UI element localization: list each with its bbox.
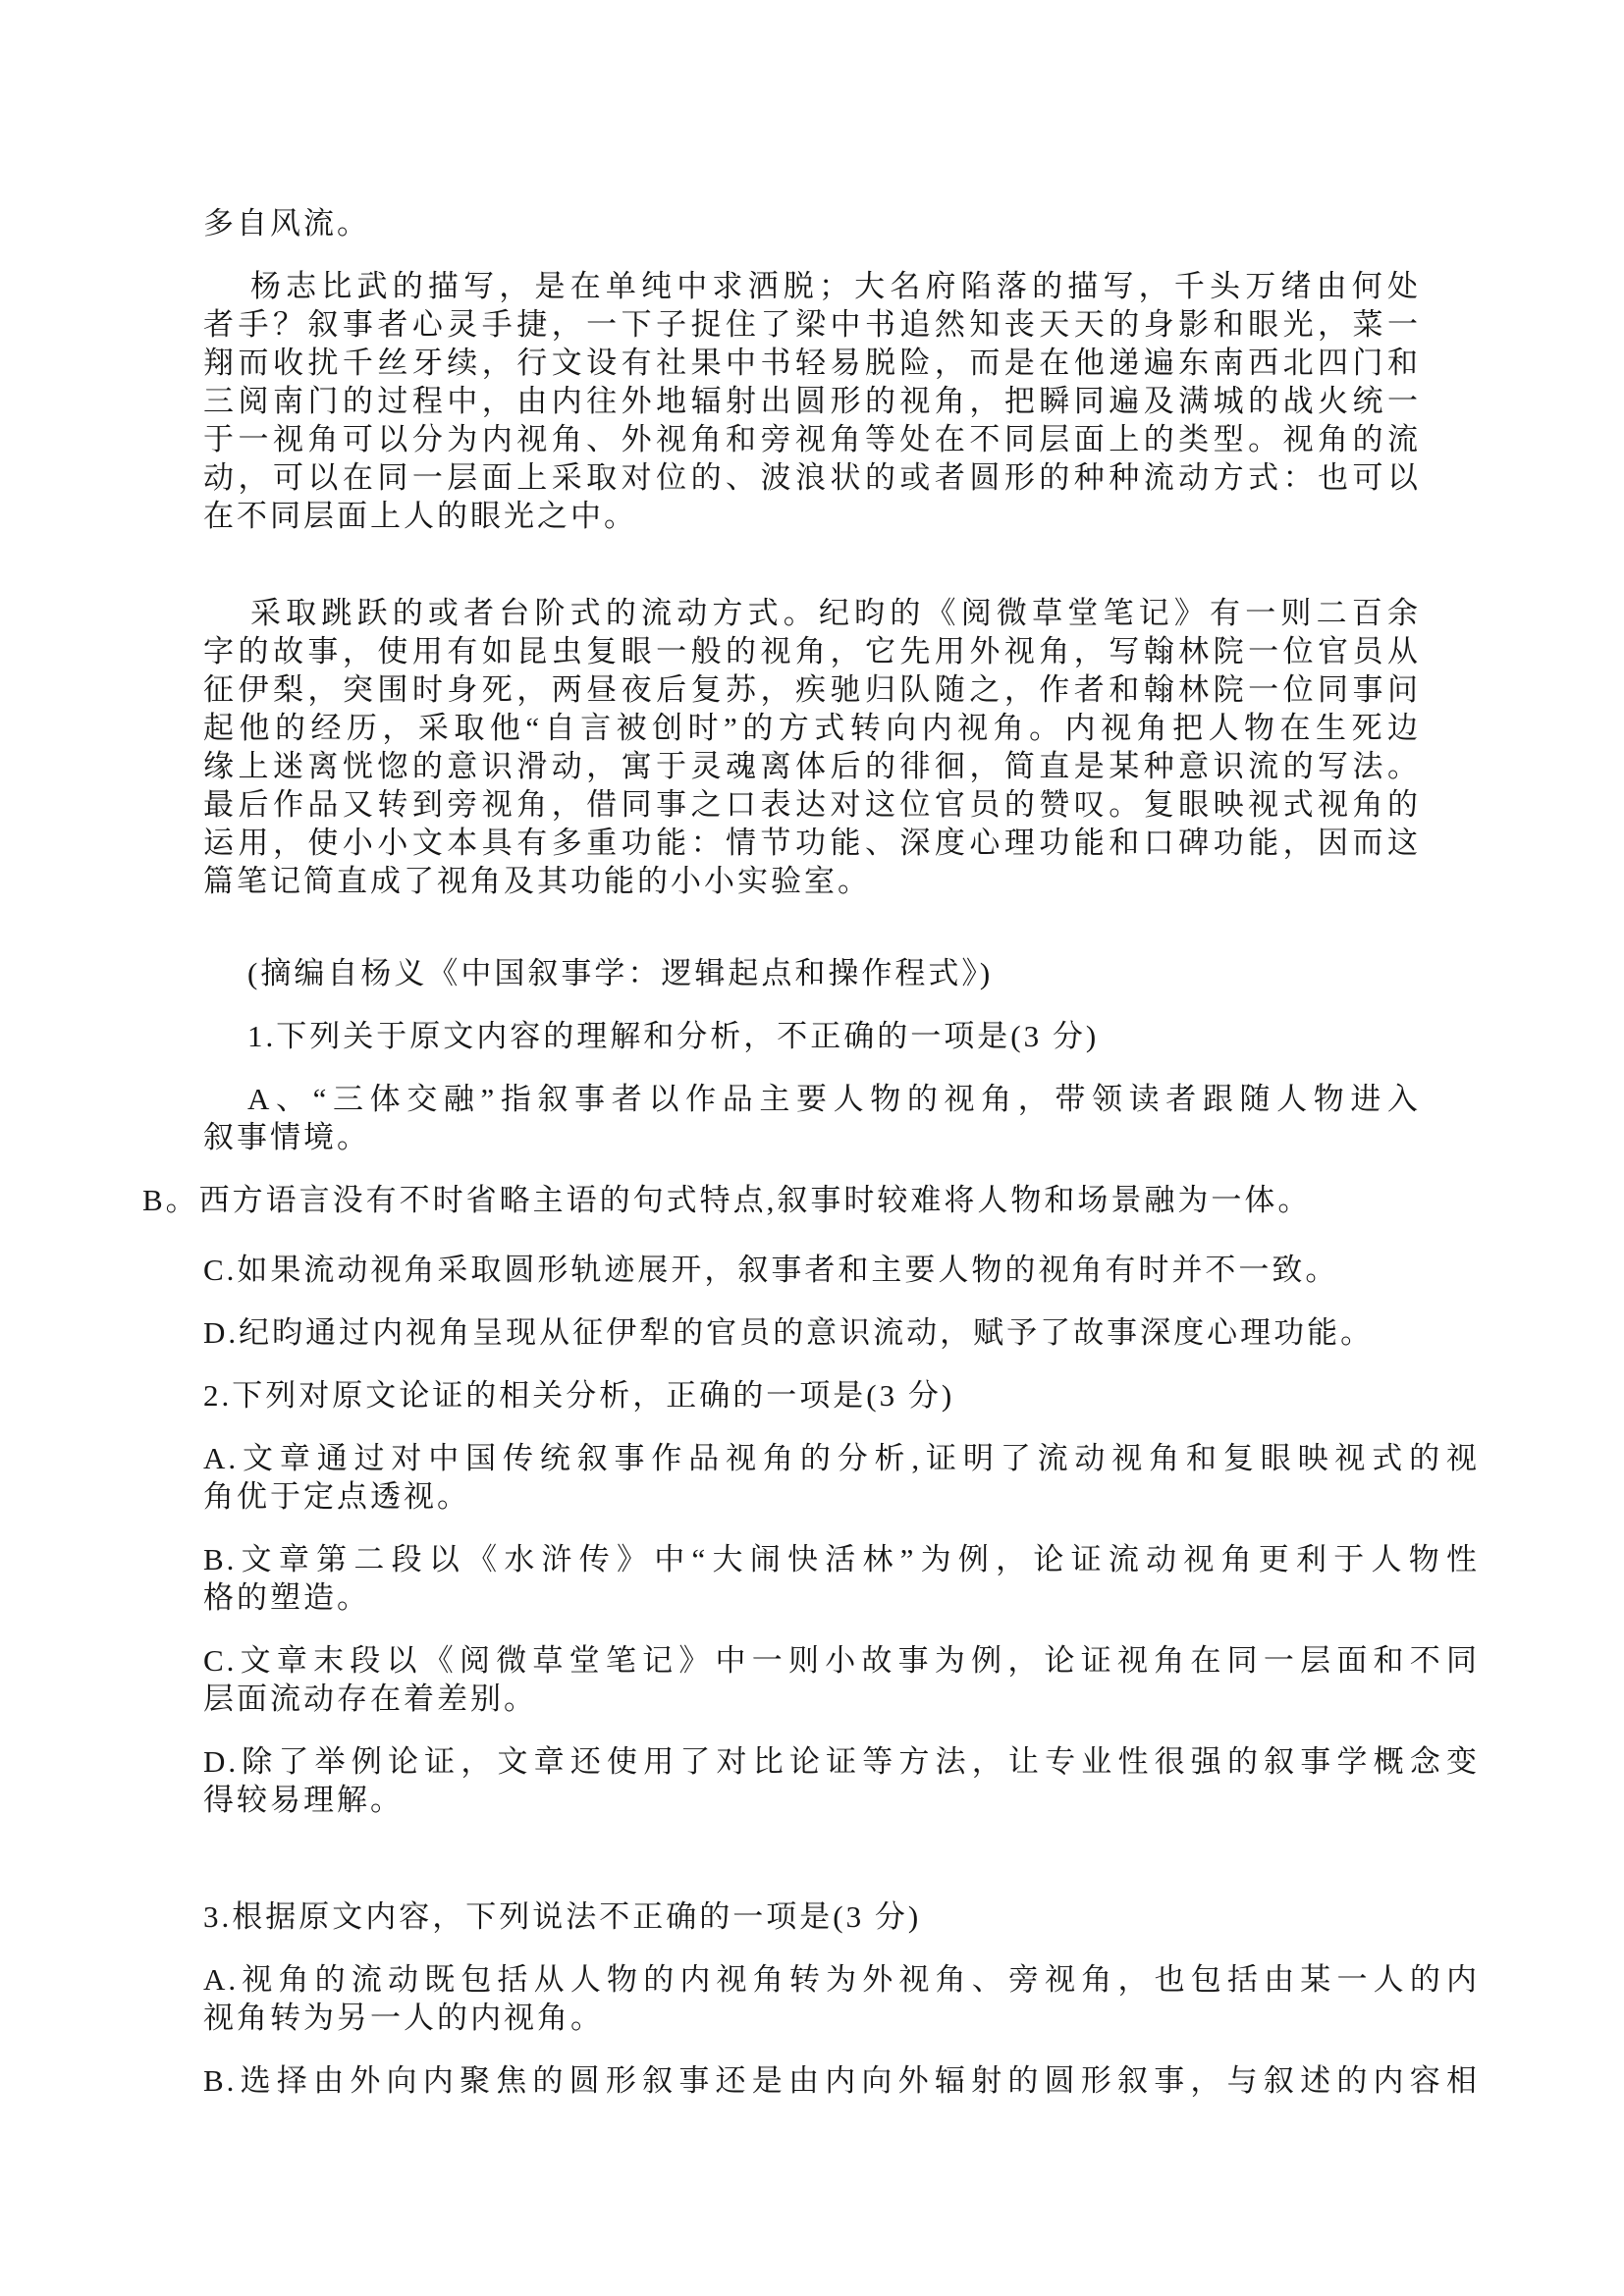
question-2-stem [203, 1376, 1480, 1415]
question-2-option-d-line: D.除了举例论证，文章还使用了对比论证等方法，让专业性很强的叙事学概念变 [203, 1744, 1480, 1779]
question-3-stem-line: 3.根据原文内容，下列说法不正确的一项是(3 分) [203, 1899, 922, 1934]
paragraph-2-line: 最后作品又转到旁视角，借同事之口表达对这位官员的赞叹。复眼映视式视角的 [203, 787, 1421, 822]
paragraph-2-line: 征伊梨，突围时身死，两昼夜后复苏，疾驰归队随之，作者和翰林院一位同事问 [203, 672, 1421, 707]
paragraph-2-line: 缘上迷离恍惚的意识滑动，寓于灵魂离体后的徘徊，简直是某种意识流的写法。 [203, 749, 1421, 783]
question-1-option-d [203, 1313, 1480, 1352]
question-2-option-b-line: 格的塑造。 [203, 1580, 370, 1615]
question-1-option-c-line: C.如果流动视角采取圆形轨迹展开，叙事者和主要人物的视角有时并不一致。 [203, 1253, 1339, 1287]
question-1-option-a-line: A、“三体交融”指叙事者以作品主要人物的视角，带领读者跟随人物进入 [247, 1082, 1421, 1116]
question-1-stem [203, 1017, 1421, 1055]
paragraph-2-line: 运用，使小小文本具有多重功能：情节功能、深度心理功能和口碑功能，因而这 [203, 826, 1421, 860]
paragraph-1-line: 者手？叙事者心灵手捷，一下子捉住了梁中书追然知丧天天的身影和眼光，菜一 [203, 307, 1421, 342]
question-2-option-c-line: C.文章末段以《阅微草堂笔记》中一则小故事为例，论证视角在同一层面和不同 [203, 1643, 1480, 1678]
question-3-option-b [203, 2061, 1480, 2100]
paragraph-2-line: 起他的经历，采取他“自言被创时”的方式转向内视角。内视角把人物在生死边 [203, 711, 1421, 745]
paragraph-1-line: 动，可以在同一层面上采取对位的、波浪状的或者圆形的种种流动方式：也可以 [203, 460, 1421, 495]
paragraph-1-line: 杨志比武的描写，是在单纯中求洒脱；大名府陷落的描写，千头万绪由何处 [250, 269, 1421, 303]
question-3-stem [203, 1897, 1480, 1936]
source-attribution-line: (摘编自杨义《中国叙事学：逻辑起点和操作程式》) [247, 956, 994, 990]
text-fragment [203, 204, 1421, 242]
paragraph-1-line: 翔而收扰千丝牙续，行文设有社果中书轻易脱险，而是在他递遍东南西北四门和 [203, 346, 1421, 380]
question-2-option-c-line: 层面流动存在着差别。 [203, 1682, 537, 1716]
question-2-option-a-line: A.文章通过对中国传统叙事作品视角的分析,证明了流动视角和复眼映视式的视 [203, 1441, 1480, 1475]
question-2-option-b-line: B.文章第二段以《水浒传》中“大闹快活林”为例，论证流动视角更利于人物性 [203, 1542, 1480, 1576]
question-1-option-b [142, 1181, 1429, 1219]
question-2-option-a-line: 角优于定点透视。 [203, 1479, 470, 1514]
question-2-option-d-line: 得较易理解。 [203, 1783, 404, 1817]
paragraph-1-line: 在不同层面上人的眼光之中。 [203, 499, 637, 533]
paragraph-2-line: 篇笔记简直成了视角及其功能的小小实验室。 [203, 864, 871, 898]
question-3-option-a [203, 1960, 1480, 2037]
question-1-option-c [203, 1251, 1480, 1289]
question-1-stem-line: 1.下列关于原文内容的理解和分析，不正确的一项是(3 分) [247, 1019, 1100, 1053]
paragraph-1-line: 三阅南门的过程中，由内往外地辐射出圆形的视角，把瞬同遍及满城的战火统一 [203, 384, 1421, 418]
question-2-stem-line: 2.下列对原文论证的相关分析，正确的一项是(3 分) [203, 1378, 955, 1413]
fragment-line: 多自风流。 [203, 206, 370, 240]
question-2-option-c [203, 1641, 1480, 1718]
source-attribution [203, 954, 1421, 992]
paragraph-2 [203, 594, 1421, 900]
question-1-option-a [203, 1080, 1421, 1156]
question-2-option-d [203, 1742, 1480, 1819]
question-3-option-b-line: B.选择由外向内聚焦的圆形叙事还是由内向外辐射的圆形叙事，与叙述的内容相 [203, 2063, 1480, 2098]
question-3-option-a-line: A.视角的流动既包括从人物的内视角转为外视角、旁视角，也包括由某一人的内 [203, 1962, 1480, 1997]
question-3-option-a-line: 视角转为另一人的内视角。 [203, 2001, 604, 2035]
paragraph-1-line: 于一视角可以分为内视角、外视角和旁视角等处在不同层面上的类型。视角的流 [203, 422, 1421, 456]
question-1-option-b-line: B。西方语言没有不时省略主语的句式特点,叙事时较难将人物和场景融为一体。 [142, 1183, 1312, 1217]
question-2-option-b [203, 1540, 1480, 1617]
question-1-option-a-line: 叙事情境。 [203, 1120, 370, 1154]
paragraph-2-line: 字的故事，使用有如昆虫复眼一般的视角，它先用外视角，写翰林院一位官员从 [203, 634, 1421, 668]
question-2-option-a [203, 1439, 1480, 1516]
paragraph-2-line: 采取跳跃的或者台阶式的流动方式。纪昀的《阅微草堂笔记》有一则二百余 [250, 596, 1421, 630]
question-1-option-d-line: D.纪昀通过内视角呈现从征伊犁的官员的意识流动，赋予了故事深度心理功能。 [203, 1315, 1375, 1350]
paragraph-1 [203, 267, 1421, 535]
